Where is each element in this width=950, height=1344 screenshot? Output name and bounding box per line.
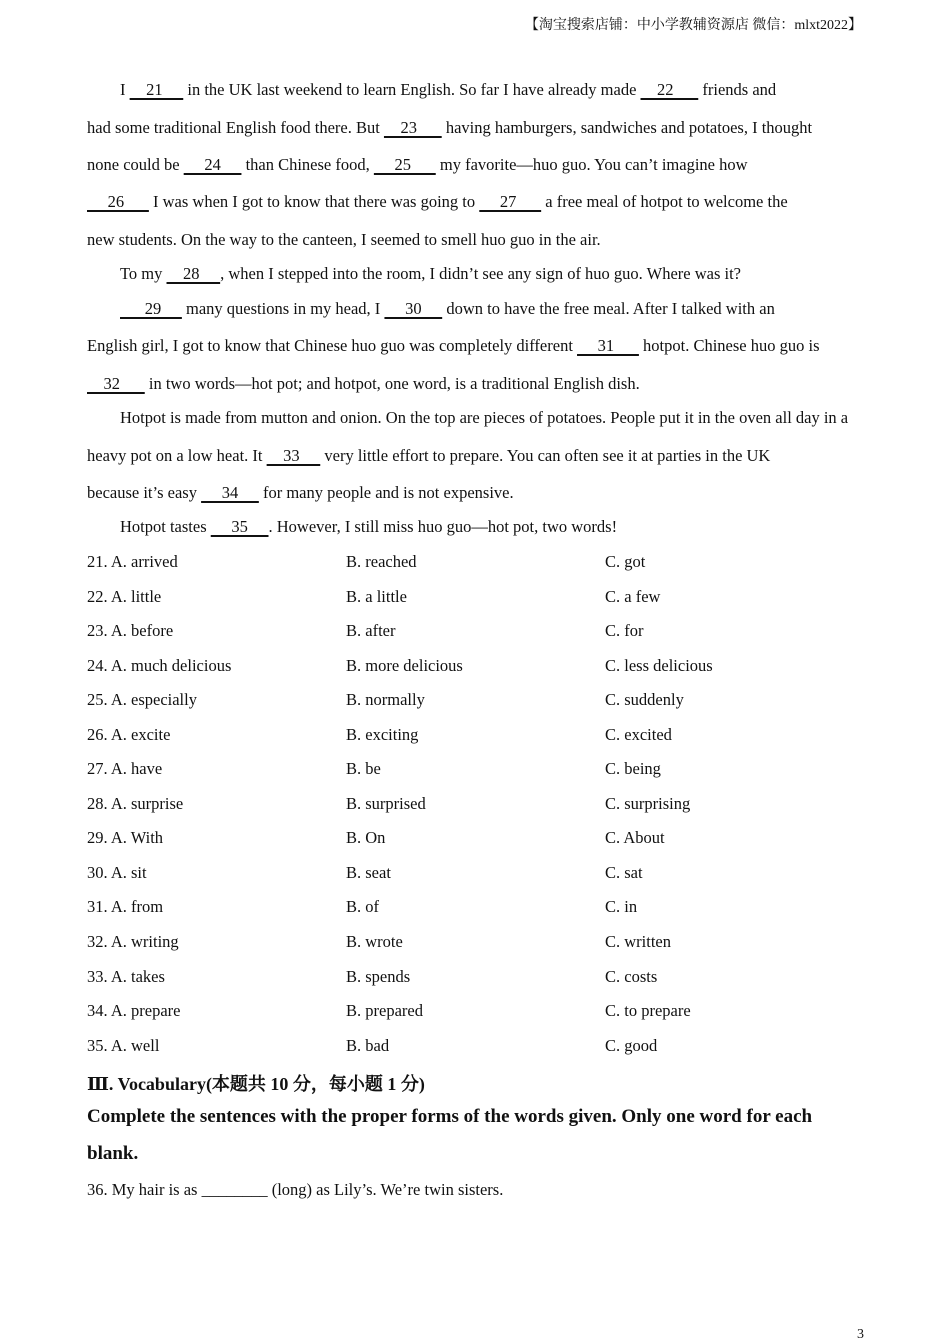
passage-line: Hotpot tastes 35 . However, I still miss huo guo—hot pot, two words! xyxy=(120,517,618,536)
option-26-b: B. exciting xyxy=(346,725,419,744)
option-34-a: 34. A. prepare xyxy=(87,1001,181,1020)
option-21-a: 21. A. arrived xyxy=(87,552,178,571)
option-21-c: C. got xyxy=(605,552,646,571)
blank-29: 29 xyxy=(120,299,182,318)
option-22-a: 22. A. little xyxy=(87,587,162,606)
option-35-b: B. bad xyxy=(346,1036,390,1055)
option-29-c: C. About xyxy=(605,828,665,847)
option-25-c: C. suddenly xyxy=(605,690,684,709)
option-33-b: B. spends xyxy=(346,967,411,986)
option-34-c: C. to prepare xyxy=(605,1001,691,1020)
option-30-b: B. seat xyxy=(346,863,391,882)
passage-line: heavy pot on a low heat. It 33 very little effort to prepare. You can often see it at parties in the UK xyxy=(87,446,771,465)
option-24-a: 24. A. much delicious xyxy=(87,656,232,675)
option-29-b: B. On xyxy=(346,828,386,847)
passage-line: 29 many questions in my head, I 30 down to have the free meal. After I talked with an xyxy=(120,299,775,318)
option-30-a: 30. A. sit xyxy=(87,863,147,882)
passage-line: To my 28 , when I stepped into the room, I didn’t see any sign of huo guo. Where was it? xyxy=(120,264,742,283)
passage-line: had some traditional English food there. But 23 having hamburgers, sandwiches and potatoes, I thought xyxy=(87,118,813,137)
option-30-c: C. sat xyxy=(605,863,643,882)
option-35-a: 35. A. well xyxy=(87,1036,160,1055)
blank-33: 33 xyxy=(266,446,321,465)
option-24-b: B. more delicious xyxy=(346,656,463,675)
passage-line: Hotpot is made from mutton and onion. On the top are pieces of potatoes. People put it in the oven all day in a xyxy=(120,408,849,427)
option-33-c: C. costs xyxy=(605,967,658,986)
option-31-c: C. in xyxy=(605,897,638,916)
blank-35: 35 xyxy=(210,517,269,536)
option-25-a: 25. A. especially xyxy=(87,690,197,709)
page-header: 【淘宝搜索店铺：中小学教辅资源店 微信：mlxt2022】 xyxy=(524,18,862,33)
option-26-a: 26. A. excite xyxy=(87,725,171,744)
blank-28: 28 xyxy=(166,264,221,283)
option-32-a: 32. A. writing xyxy=(87,932,179,951)
blank-34: 34 xyxy=(201,483,259,502)
option-27-c: C. being xyxy=(605,759,661,778)
option-31-a: 31. A. from xyxy=(87,897,164,916)
section-heading: Ⅲ. Vocabulary(本题共 10 分，每小题 1 分) xyxy=(87,1074,425,1094)
option-28-a: 28. A. surprise xyxy=(87,794,184,813)
option-26-c: C. excited xyxy=(605,725,672,744)
passage-line: 32 in two words—hot pot; and hotpot, one word, is a traditional English dish. xyxy=(87,374,640,393)
blank-24: 24 xyxy=(183,155,242,174)
option-22-c: C. a few xyxy=(605,587,661,606)
blank-23: 23 xyxy=(383,118,442,137)
passage-line: new students. On the way to the canteen, I seemed to smell huo guo in the air. xyxy=(87,230,601,249)
instruction-line-1: Complete the sentences with the proper forms of the words given. Only one word for each xyxy=(87,1106,813,1127)
option-22-b: B. a little xyxy=(346,587,407,606)
instruction-line-2: blank. xyxy=(87,1143,139,1164)
option-35-c: C. good xyxy=(605,1036,658,1055)
option-27-b: B. be xyxy=(346,759,381,778)
option-32-c: C. written xyxy=(605,932,671,951)
option-28-c: C. surprising xyxy=(605,794,691,813)
option-32-b: B. wrote xyxy=(346,932,403,951)
blank-31: 31 xyxy=(577,336,639,355)
option-27-a: 27. A. have xyxy=(87,759,163,778)
blank-30: 30 xyxy=(384,299,443,318)
blank-22: 22 xyxy=(640,80,699,99)
option-33-a: 33. A. takes xyxy=(87,967,165,986)
passage-line: 26 I was when I got to know that there was going to 27 a free meal of hotpot to welcome the xyxy=(87,192,788,211)
option-29-a: 29. A. With xyxy=(87,828,164,847)
option-23-b: B. after xyxy=(346,621,396,640)
passage-line: I 21 in the UK last weekend to learn English. So far I have already made 22 friends and xyxy=(120,80,777,99)
option-31-b: B. of xyxy=(346,897,379,916)
option-21-b: B. reached xyxy=(346,552,417,571)
blank-25: 25 xyxy=(373,155,436,174)
option-23-a: 23. A. before xyxy=(87,621,174,640)
blank-26: 26 xyxy=(87,192,149,211)
blank-32: 32 xyxy=(87,374,145,393)
option-28-b: B. surprised xyxy=(346,794,426,813)
passage-line: English girl, I got to know that Chinese huo guo was completely different 31 hotpot. Chinese huo guo is xyxy=(87,336,820,355)
blank-21: 21 xyxy=(129,80,184,99)
passage-line: none could be 24 than Chinese food, 25 my favorite—huo guo. You can’t imagine how xyxy=(87,155,748,174)
option-24-c: C. less delicious xyxy=(605,656,713,675)
option-34-b: B. prepared xyxy=(346,1001,423,1020)
question-36: 36. My hair is as ________ (long) as Lily’s. We’re twin sisters. xyxy=(87,1180,504,1199)
passage-line: because it’s easy 34 for many people and is not expensive. xyxy=(87,483,514,502)
blank-27: 27 xyxy=(479,192,542,211)
option-25-b: B. normally xyxy=(346,690,425,709)
page-number: 3 xyxy=(857,1327,864,1342)
option-23-c: C. for xyxy=(605,621,644,640)
